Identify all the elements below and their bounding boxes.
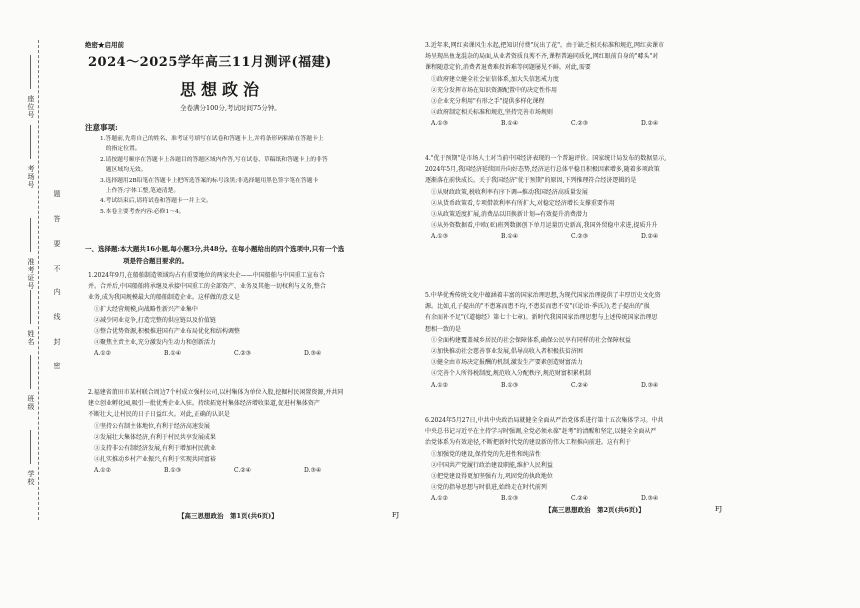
section-line: 一、选择题:本大题共16小题,每小题3分,共48分。在每小题给出的四个选项中,只有一个选 [85, 245, 345, 253]
question-option: ②充分发挥市场在知识资源配置中的决定性作用 [431, 86, 558, 94]
question-stem-line: 2.福建省莆田市某村联合周边7个村成立强村公司,以村集体为单位入股,挖掘村民闲置资源,并共同 [88, 389, 344, 396]
binding-label: 学校 [27, 470, 35, 486]
binding-label: 考场号 [27, 165, 35, 189]
answer-choice[interactable]: B.①④ [164, 350, 182, 358]
answer-choice[interactable]: A.①③ [431, 233, 448, 241]
question-stem-line: 逐渐落在前快成长。关于我国经济"优于预期"的原因,下列推理符合经济逻辑的是 [425, 177, 637, 185]
answer-choice[interactable]: A.①② [431, 495, 448, 503]
secret-mark: 绝密★启用前 [85, 41, 124, 49]
answer-choices [425, 118, 761, 129]
answer-choice[interactable]: B.①④ [501, 233, 519, 241]
section-heading [85, 243, 405, 267]
question-stem-line: 2024年5月,我国经济延续回升向好态势,经济运行总体平稳且积极因素增多,随着多项政策 [425, 166, 660, 174]
binding-blank-line[interactable] [30, 355, 31, 389]
note-line: 1.答题前,先将自己的姓名、准考证号填写在试卷和答题卡上,并将条形码粘贴在答题卡上 [100, 136, 324, 142]
answer-choice[interactable]: D.③④ [304, 350, 322, 358]
question-stem-line: 1.2024年9月,在船舶制造领域均占有重要地位的两家央企——中国船舶与中国重工宣布合 [88, 272, 325, 279]
answer-choice[interactable]: D.②④ [641, 233, 659, 241]
answer-choice[interactable]: D.③④ [641, 495, 659, 503]
note-line: 4.考试结束后,请将试卷和答题卡一并上交。 [100, 198, 212, 205]
answer-choice[interactable]: A.①③ [431, 120, 448, 128]
binding-dashed-line [38, 40, 39, 520]
question-option: ②发展壮大集体经济,有利于村民共享发展成果 [94, 433, 216, 441]
seal-word: 线 [53, 313, 61, 320]
question-option: ①政府建立健全社会征信体系,加大失信惩戒力度 [431, 75, 559, 83]
seal-word: 内 [53, 288, 61, 295]
question-stem-line: 5.中华优秀传统文化中蕴涵着丰富的国家治理思想,为现代国家治理提供了丰厚历史文化资 [425, 292, 661, 299]
question-option: ④政府制定相关标准和规范,坚持完善市场规则 [431, 109, 553, 117]
note-line: 2.请按题号顺序在答题卡上各题目的答题区域内作答,写在试卷、草稿纸和答题卡上的非答 [100, 156, 328, 163]
answer-choice[interactable]: D.③④ [641, 381, 659, 389]
answer-choices [88, 465, 408, 476]
question-stem-line: 场呈现出鱼龙混杂的局面,从业者资质良莠不齐,课程普遍同质化,网红眼前自身的"噱头"对 [425, 53, 659, 61]
question-option: ②减少同业竞争,打造完整的供应链以及价值链 [94, 316, 216, 324]
seal-word: 答 [53, 215, 61, 222]
answer-choice[interactable]: B.①③ [501, 495, 519, 503]
question-option: ②从货币政策看,专项借款利率有所扩大,对稳定经济增长支撑重要作用 [431, 199, 615, 207]
question [425, 40, 761, 130]
answer-choice[interactable]: C.②③ [571, 120, 589, 128]
question-stem-line: 课程随意定价,消费者退费难投诉难等问题屡见不鲜。对此,需要 [425, 64, 591, 72]
seal-word: 题 [53, 190, 61, 197]
answer-choice[interactable]: C.②③ [571, 233, 589, 241]
note-line: 5.本卷主要考查内容:必修1～4。 [100, 208, 185, 215]
full-score-note: 全卷满分100分,考试时间75分钟。 [180, 104, 281, 112]
note-line: 的指定位置。 [100, 146, 141, 153]
question [425, 415, 761, 505]
question-stem-line: 3.近年来,网红卖课风生水起,把知识付费"玩出了花"。由于缺乏相关标准和规范,网红卖课市 [425, 42, 664, 49]
question [425, 153, 761, 243]
question-stem-line: 源。比如,孔子提出的"不患寡而患不均,不患贫而患不安"(《论语·季氏》),老子提出的"损 [425, 303, 650, 311]
question-option: ④党的指导思想与时俱进,始终走在时代前列 [431, 484, 547, 492]
question-stem-line: 4."优于预期"是市场人士对当前中国经济表现的一个普遍评价。国家统计局发布的数据显示, [425, 155, 667, 162]
question-stem-line: 建立创业孵化园,吸引一批优秀企业入驻。持续拓宽村集体经济增收渠道,促进村集体资产 [88, 400, 320, 408]
question-option: ③企业充分利用"有形之手"提供多样化课程 [431, 98, 545, 106]
seal-word: 不 [53, 265, 61, 272]
page-code-left: FJ [392, 511, 400, 519]
exam-title: 2024～2025学年高三11月测评(福建) [88, 55, 332, 70]
answer-choices [88, 348, 408, 359]
question-option: ④聚焦主责主业,充分激发内生动力和创新活力 [94, 339, 216, 347]
question [88, 270, 408, 360]
question-stem-line: 不断壮大,让村民的日子日益红火。对此,正确的认识是 [88, 411, 230, 419]
question-option: ③整合优势资源,积极推进国有产业布局优化和结构调整 [94, 328, 240, 336]
question [425, 290, 761, 391]
question-option: ①从财政政策,税收利率有序下调→推动我国经济高质量发展 [431, 188, 588, 196]
question-option: ④完善个人所得税制度,规范收入分配秩序,规范财富积累机制 [431, 370, 591, 378]
note-line: 上作答;字体工整,笔迹清楚。 [100, 188, 180, 195]
question-stem-line: 有余而补不足"(《道德经》第七十七章)。新时代我国国家治理思想与上述传统国家治理思 [425, 314, 658, 322]
question-option: ③健全由市场决定报酬的机制,激发生产要素创造财富活力 [431, 359, 583, 367]
answer-choices [425, 380, 761, 391]
binding-label: 座位号 [27, 95, 35, 119]
answer-choice[interactable]: C.②④ [571, 495, 589, 503]
question-option: ①坚持公有制主体地位,有利于经济高速发展 [94, 422, 210, 430]
answer-choice[interactable]: B.①③ [164, 467, 182, 475]
answer-choices [425, 231, 761, 242]
answer-choice[interactable]: D.②④ [641, 120, 659, 128]
seal-word: 封 [53, 338, 61, 345]
answer-choice[interactable]: A.①② [94, 350, 111, 358]
page-footer-right: 【高三思想政治 第2页(共6页)】 [545, 506, 645, 514]
question [88, 387, 408, 477]
question-stem-line: 治党体系为有效途径,不断把新时代党的建设新的伟大工程推向前进。这有利于 [425, 439, 631, 447]
question-option: ③支持非公有制经济发展,有利于增加村民就业 [94, 445, 216, 453]
page-code-right: FJ [715, 505, 723, 513]
question-option: ③从政策适度扩展,消费品以旧换新计划→有效提升消费潜力 [431, 211, 588, 219]
binding-label: 班级 [27, 395, 35, 411]
notes-title: 注意事项: [85, 123, 118, 132]
seal-word: 密 [53, 362, 61, 369]
answer-choice[interactable]: C.②④ [234, 467, 252, 475]
question-option: ①全面构建覆盖城乡居民的社会保障体系,确保公民享有同样的社会保障权益 [431, 336, 631, 344]
question-option: ③把党建设得更加坚强有力,巩固党的执政地位 [431, 473, 553, 481]
answer-choices [425, 493, 761, 504]
binding-blank-line[interactable] [30, 290, 31, 324]
question-stem-line: 并。合并后,中国船舶将承继及承接中国重工的全部资产、业务及其他一切权利与义务,整合 [88, 283, 326, 291]
question-stem-line: 业务,成为我国规模最大的船舶制造企业。这样做的意义是 [88, 294, 240, 302]
question-option: ①加强党的建设,保持党的先进性和纯洁性 [431, 450, 541, 458]
binding-blank-line[interactable] [30, 430, 31, 464]
seal-word: 要 [53, 240, 61, 247]
section-line: 项是符合题目要求的。 [123, 257, 188, 265]
question-option: ①扩大经营规模,向战略性新兴产业集中 [94, 305, 198, 313]
question-option: ②加快推动社会慈善事业发展,倡导高收入者积极扶贫济困 [431, 348, 583, 356]
binding-blank-line[interactable] [30, 218, 31, 252]
question-stem-line: 想相一致的是 [425, 325, 462, 333]
binding-label: 准考证号 [27, 258, 35, 290]
binding-label: 姓名 [27, 330, 35, 346]
note-line: 3.选择题用2B铅笔在答题卡上把所选答案的标号涂黑;非选择题用黑色签字笔在答题卡 [100, 177, 319, 184]
subject-title: 思想政治 [180, 80, 265, 99]
question-option: ④扎实推动乡村产业振兴,有利于实现共同富裕 [94, 456, 216, 464]
question-stem-line: 6.2024年5月27日,中共中央政治局就健全全面从严治党体系进行第十五次集体学习。中共 [425, 417, 664, 424]
answer-choice[interactable]: C.②④ [571, 381, 589, 389]
binding-blank-line[interactable] [30, 125, 31, 159]
question-stem-line: 中央总书记习近平在主持学习时强调,全党必须永葆"赶考"的清醒和坚定,以健全全面从严 [425, 428, 657, 436]
question-option: ④从外资数据看,中欧(亚)班列数据创下单月运量历史新高,我国外贸稳中求进,提质升升 [431, 222, 658, 230]
answer-choice[interactable]: B.①④ [501, 120, 519, 128]
answer-choice[interactable]: B.①③ [501, 381, 519, 389]
answer-choice[interactable]: D.③④ [304, 467, 322, 475]
answer-choice[interactable]: C.②③ [234, 350, 252, 358]
answer-choice[interactable]: A.①② [94, 467, 111, 475]
answer-choice[interactable]: A.①② [431, 381, 448, 389]
binding-blank-line[interactable] [30, 55, 31, 89]
question-option: ②中国共产党履行政治建设职能,维护人民利益 [431, 461, 553, 469]
page-footer-left: 【高三思想政治 第1页(共6页)】 [178, 512, 278, 520]
note-line: 题区域均无效。 [100, 167, 147, 174]
notes-list [100, 134, 400, 217]
